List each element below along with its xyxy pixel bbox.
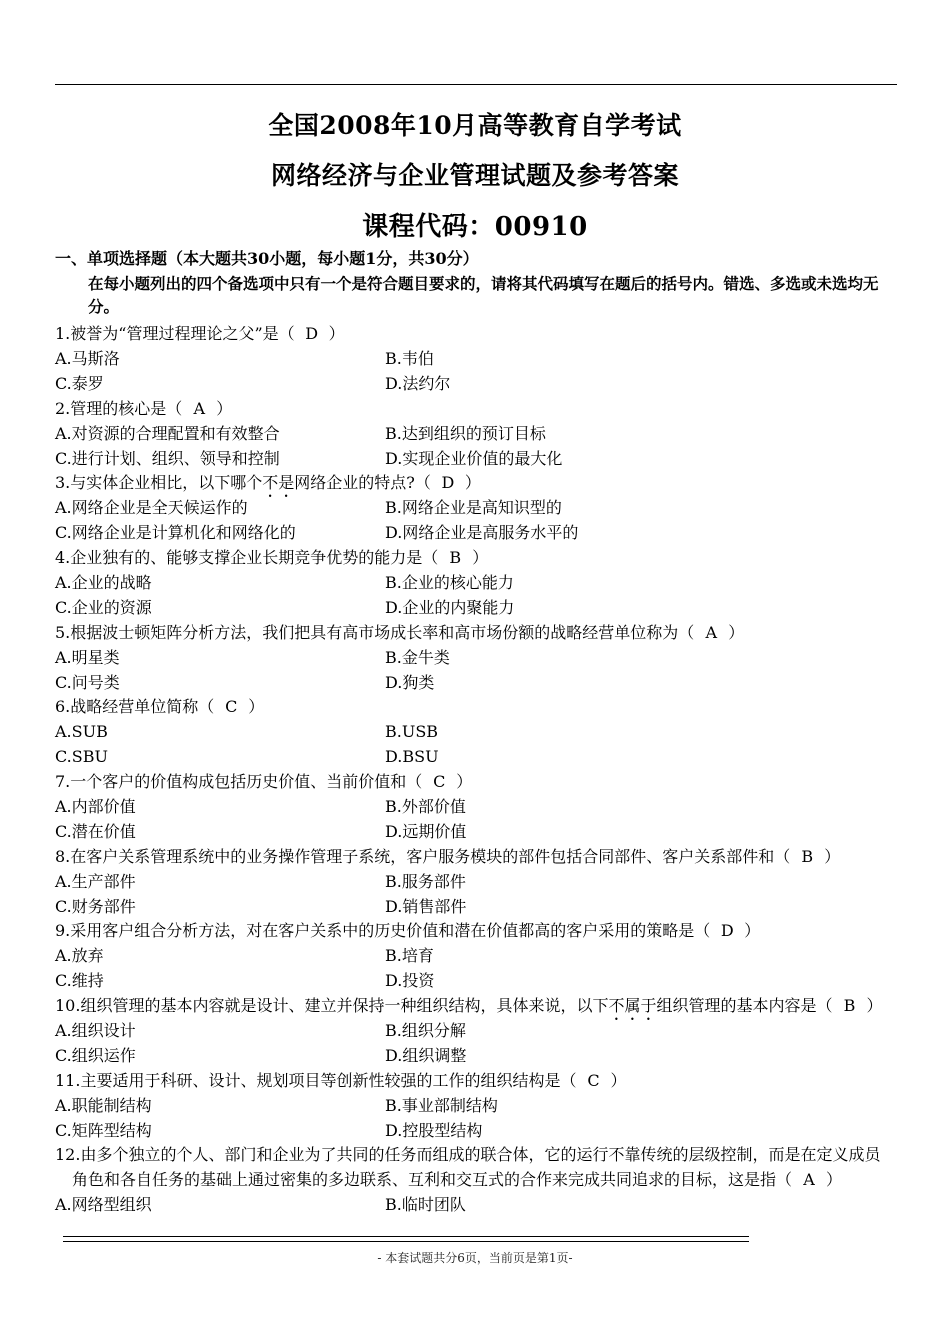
option: D.狗类 (385, 673, 435, 692)
answer-key: D (305, 324, 319, 343)
option: D.投资 (385, 971, 435, 990)
option: B.网络企业是高知识型的 (385, 498, 562, 517)
option: C.潜在价值 (55, 822, 136, 841)
question-stem: 4.企业独有的、能够支撑企业长期竞争优势的能力是（ B ） (55, 548, 489, 567)
bottom-rule (63, 1236, 749, 1242)
answer-key: C (225, 697, 238, 716)
answer-key: C (587, 1071, 600, 1090)
answer-key: B (801, 847, 814, 866)
answer-key: A (803, 1170, 815, 1189)
option: C.网络企业是计算机化和网络化的 (55, 523, 296, 542)
answer-key: B (843, 996, 856, 1015)
option: D.法约尔 (385, 374, 451, 393)
section-heading: 一、单项选择题（本大题共30小题，每小题1分，共30分） (55, 249, 479, 268)
question-stem: 2.管理的核心是（ A ） (55, 399, 233, 418)
option: A.网络企业是全天候运作的 (55, 498, 248, 517)
option: B.服务部件 (385, 872, 466, 891)
option: A.网络型组织 (55, 1195, 152, 1214)
course-code: 课程代码：00910 (362, 212, 588, 242)
question-stem: 7.一个客户的价值构成包括历史价值、当前价值和（ C ） (55, 772, 473, 791)
option: D.实现企业价值的最大化 (385, 449, 563, 468)
option: B.企业的核心能力 (385, 573, 514, 592)
option: D.网络企业是高服务水平的 (385, 523, 579, 542)
option: B.金牛类 (385, 648, 450, 667)
question-stem: 9.采用客户组合分析方法，对在客户关系中的历史价值和潜在价值都高的客户采用的策略是（ D ） (55, 921, 761, 940)
option: D.BSU (385, 747, 439, 766)
option: B.事业部制结构 (385, 1096, 498, 1115)
option: C.矩阵型结构 (55, 1121, 152, 1140)
option: B.USB (385, 722, 439, 741)
option: D.销售部件 (385, 897, 467, 916)
answer-key: A (193, 399, 206, 418)
option: C.企业的资源 (55, 598, 152, 617)
question-stem: 1.被誉为“管理过程理论之父”是（ D ） (55, 324, 345, 343)
answer-key: D (441, 473, 455, 492)
option: A.马斯洛 (55, 349, 120, 368)
option: B.外部价值 (385, 797, 466, 816)
top-rule (55, 84, 897, 85)
option: D.控股型结构 (385, 1121, 483, 1140)
answer-key: A (705, 623, 718, 642)
option: D.企业的内聚能力 (385, 598, 515, 617)
option: C.问号类 (55, 673, 120, 692)
emphasis-text: 不是 (262, 473, 295, 492)
option: A.放弃 (55, 946, 104, 965)
question-stem: 6.战略经营单位简称（ C ） (55, 697, 265, 716)
option: C.维持 (55, 971, 104, 990)
option: C.泰罗 (55, 374, 104, 393)
question-stem: 8.在客户关系管理系统中的业务操作管理子系统，客户服务模块的部件包括合同部件、客户关系部件和（ B ） (55, 847, 841, 866)
option: A.明星类 (55, 648, 120, 667)
question-stem-continued: 角色和各自任务的基础上通过密集的多边联系、互利和交互式的合作来完成共同追求的目标，这是指（ A ） (72, 1170, 843, 1189)
option: B.培育 (385, 946, 434, 965)
option: C.进行计划、组织、领导和控制 (55, 449, 280, 468)
question-stem: 5.根据波士顿矩阵分析方法，我们把具有高市场成长率和高市场份额的战略经营单位称为（ A ） (55, 623, 745, 642)
option: C.财务部件 (55, 897, 136, 916)
option: D.组织调整 (385, 1046, 467, 1065)
answer-key: D (720, 921, 734, 940)
option: B.达到组织的预订目标 (385, 424, 546, 443)
option: B.临时团队 (385, 1195, 466, 1214)
option: B.组织分解 (385, 1021, 466, 1040)
option: D.远期价值 (385, 822, 467, 841)
option: A.组织设计 (55, 1021, 136, 1040)
emphasis-text: 不属于 (608, 996, 657, 1015)
answer-key: B (449, 548, 462, 567)
exam-title: 全国2008年10月高等教育自学考试 (268, 111, 682, 140)
question-stem: 3.与实体企业相比，以下哪个不是网络企业的特点?（ D ） (55, 473, 481, 492)
option: A.职能制结构 (55, 1096, 152, 1115)
page-footer: - 本套试题共分6页，当前页是第1页- (377, 1251, 573, 1265)
option: A.内部价值 (55, 797, 136, 816)
option: B.韦伯 (385, 349, 434, 368)
option: A.SUB (55, 722, 108, 741)
option: A.对资源的合理配置和有效整合 (55, 424, 280, 443)
question-stem: 11.主要适用于科研、设计、规划项目等创新性较强的工作的组织结构是（ C ） (55, 1071, 627, 1090)
option: C.组织运作 (55, 1046, 136, 1065)
section-instruction: 在每小题列出的四个备选项中只有一个是符合题目要求的，请将其代码填写在题后的括号内。错选、多选或未选均无分。 (88, 274, 879, 316)
option: A.生产部件 (55, 872, 136, 891)
question-stem: 10.组织管理的基本内容就是设计、建立并保持一种组织结构，具体来说，以下不属于组织管理的基本内容是（ B ） (55, 996, 883, 1015)
question-stem: 12.由多个独立的个人、部门和企业为了共同的任务而组成的联合体，它的运行不靠传统的层级控制，而是在定义成员 (55, 1145, 881, 1164)
option: A.企业的战略 (55, 573, 152, 592)
answer-key: C (433, 772, 446, 791)
exam-subtitle: 网络经济与企业管理试题及参考答案 (270, 161, 679, 190)
option: C.SBU (55, 747, 108, 766)
